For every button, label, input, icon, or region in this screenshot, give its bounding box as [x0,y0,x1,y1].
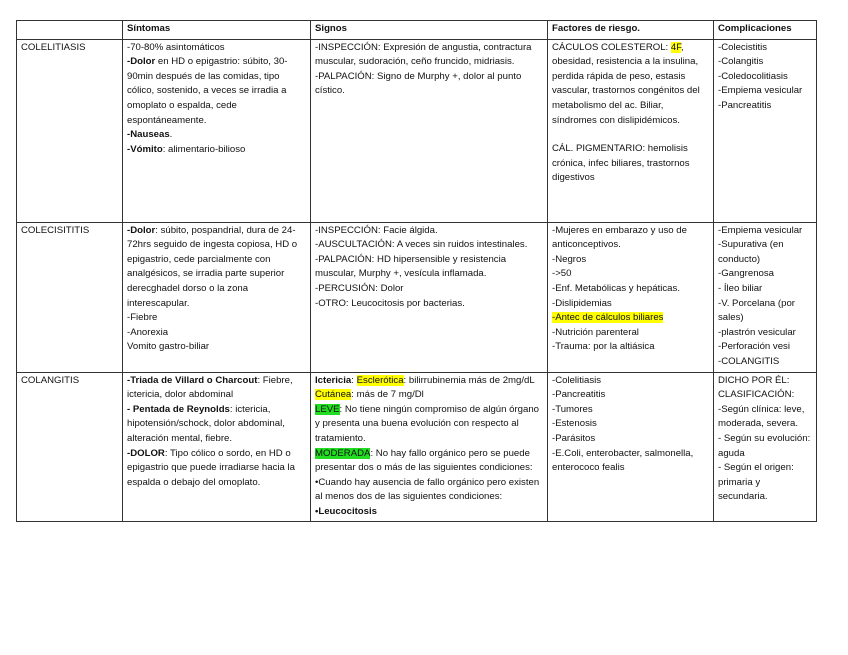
dolor-text: : Tipo cólico o sordo, en HD o epigastrio que puede irradiarse hacia la espalda o debajo del omoplato. [127,447,295,488]
factor-line: -Tumores [552,403,593,415]
complicacion-line: -Empiema vesicular [718,224,803,236]
esclerotica-text: : bilirrubinemia más de 2mg/dL [403,374,535,386]
sintomas-colecisititis [123,222,311,372]
row-colangitis [17,372,817,522]
highlight-4f: 4F [670,41,682,53]
colon: : [351,374,357,386]
dolor-label: -Dolor [127,56,156,68]
factor-line [552,311,709,326]
dolor-label: -Dolor [127,224,156,236]
moderada-text: : No hay fallo orgánico pero se puede presentar dos o más de las siguientes condiciones: •Cuando hay ausencia de fallo orgánico pero existen al menos dos de las siguientes condiciones: [315,447,540,503]
complicacion-line: -COLANGITIS [718,355,780,367]
sintoma-line: -Fiebre [127,312,158,324]
factor-line: -Mujeres en embarazo y uso de anticonceptivos. [552,224,687,251]
vomito-label: -Vómito [127,143,163,155]
signo-line [315,447,543,520]
complicacion-line: -Coledocolitiasis [718,70,788,82]
complicacion-line: - Íleo biliar [718,282,763,294]
complicacion-line: -Colangitis [718,56,764,68]
highlight-antec: -Antec de cálculos biliares [552,312,664,324]
sintoma-line [127,128,306,143]
sintoma-line [127,374,306,403]
cutanea-text: : más de 7 mg/Dl [351,389,424,401]
period: . [169,129,173,141]
complicacion-line: - Según su evolución: aguda [718,432,811,459]
signo-line: -PALPACIÓN: HD hipersensible y resistencia muscular, Murphy +, vesícula inflamada. [315,253,507,280]
factor-line: -E.Coli, enterobacter, salmonella, enterococo fealis [552,447,694,474]
sintoma-line [127,143,306,158]
signo-line: -AUSCULTACIÓN: A veces sin ruidos intestinales. [315,239,528,251]
triada-label: -Triada de Villard o Charcout [127,374,258,386]
signos-colecisititis [311,222,548,372]
complicacion-line: - Según el origen: primaria y secundaria. [718,462,794,503]
nauseas-label: -Nauseas [127,129,170,141]
factor-line: -Trauma: por la altiásica [552,341,655,353]
sintoma-line: Vomito gastro-biliar [127,341,210,353]
sintoma-line [127,447,306,491]
row-colelitiasis [17,39,817,222]
factores-colecisititis [548,222,714,372]
row-name-colangitis: COLANGITIS [17,372,123,522]
factor-line: -Dislipidemias [552,297,612,309]
complicacion-line: -Colecistitis [718,41,768,53]
factor-line: CÁL. PIGMENTARIO: hemolisis crónica, infec biliares, trastornos digestivos [552,143,690,184]
row-colecisititis [17,222,817,372]
header-sintomas: Síntomas [123,21,311,40]
sintoma-line: -70-80% asintomáticos [127,41,225,53]
complicacion-line: -Según clínica: leve, moderada, severa. [718,403,805,430]
vomito-text: : alimentario-bilioso [162,143,246,155]
pentada-label: - Pentada de Reynolds [127,403,230,415]
signo-line [315,403,543,447]
factor-post: , obesidad, resistencia a la insulina, perdida rápida de peso, estasis vascular, trastornos congénitos del metabolismo del ac. Biliar, síndromes con dislipidémicos. [552,41,700,126]
factor-line: -Nutrición parenteral [552,326,639,338]
factor-pre: CÁCULOS COLESTEROL: [552,41,671,53]
sintoma-line [127,224,306,312]
signo-line: -OTRO: Leucocitosis por bacterias. [315,297,465,309]
factor-line: -Parásitos [552,432,596,444]
dolor-text: en HD o epigastrio: súbito, 30-90min después de las comidas, tipo cólico, sostenido, a veces se irradia a omoplato o espalda, cede espontáneamente. [127,56,288,126]
complicacion-line: DICHO POR ÉL: CLASIFICACIÓN: [718,374,795,401]
highlight-moderada: MODERADA [315,447,371,459]
sintoma-line: -Anorexia [127,326,169,338]
highlight-leve: LEVE [315,403,340,415]
signo-line [315,374,543,403]
signos-colelitiasis [311,39,548,222]
header-blank [17,21,123,40]
complicacion-line: -Supurativa (en conducto) [718,239,784,265]
complicaciones-colecisititis [714,222,817,372]
header-signos: Signos [311,21,548,40]
header-complicaciones: Complicaciones [714,21,817,40]
factor-line: -Negros [552,253,587,265]
header-row [17,21,817,40]
signo-line: -INSPECCIÓN: Expresión de angustia, contractura muscular, sudoración, ceño fruncido, midriasis. [315,41,532,68]
factor-line: -Enf. Metabólicas y hepáticas. [552,282,680,294]
leve-text: : No tiene ningún compromiso de algún órgano y presenta una buena evolución con respecto al tratamiento. [315,403,540,444]
highlight-esclerotica: Esclerótica [356,374,404,386]
complicacion-line: -Empiema vesicular [718,85,803,97]
triada-text: : Fiebre, ictericia, dolor abdominal [127,374,293,401]
header-factores: Factores de riesgo. [548,21,714,40]
complicaciones-colangitis [714,372,817,522]
sintomas-colelitiasis [123,39,311,222]
row-name-colecisititis: COLECISITITIS [17,222,123,372]
complicaciones-colelitiasis [714,39,817,222]
factor-line [552,41,709,129]
complicacion-line: -V. Porcelana (por sales) [718,297,795,324]
pentada-text: : ictericia, hipotensión/schock, dolor abdominal, alteración mental, fiebre. [127,403,285,444]
factor-line: -Estenosis [552,418,597,430]
signos-colangitis [311,372,548,522]
dolor-text: : súbito, pospandrial, dura de 24-72hrs seguido de ingesta copiosa, HD o epigastrio, cede parcialmente con analgésicos, se irradia parte superior derecghadel dorso o la zona interescapular. [127,224,298,309]
factor-line: -Pancreatitis [552,389,606,401]
leucocitosis-label: •Leucocitosis [315,505,378,517]
complicacion-line: -Pancreatitis [718,99,772,111]
signo-line: -PALPACIÓN: Signo de Murphy +, dolor al punto cístico. [315,70,522,97]
sintoma-line [127,55,306,128]
factores-colelitiasis [548,39,714,222]
complicacion-line: -Gangrenosa [718,268,774,280]
sintomas-colangitis [123,372,311,522]
sintoma-line [127,403,306,447]
dolor-label: -DOLOR [127,447,165,459]
signo-line: -PERCUSIÓN: Dolor [315,282,404,294]
spacer [552,128,709,142]
row-name-colelitiasis: COLELITIASIS [17,39,123,222]
complicacion-line: -plastrón vesicular [718,326,796,338]
factores-colangitis [548,372,714,522]
factor-line: -Colelitiasis [552,374,602,386]
factor-line: ->50 [552,268,572,280]
clinical-table [16,20,817,522]
signo-line: -INSPECCIÓN: Facie álgida. [315,224,438,236]
complicacion-line: -Perforación vesi [718,341,790,353]
ictericia-label: Ictericia [315,374,352,386]
highlight-cutanea: Cutánea [315,389,352,401]
